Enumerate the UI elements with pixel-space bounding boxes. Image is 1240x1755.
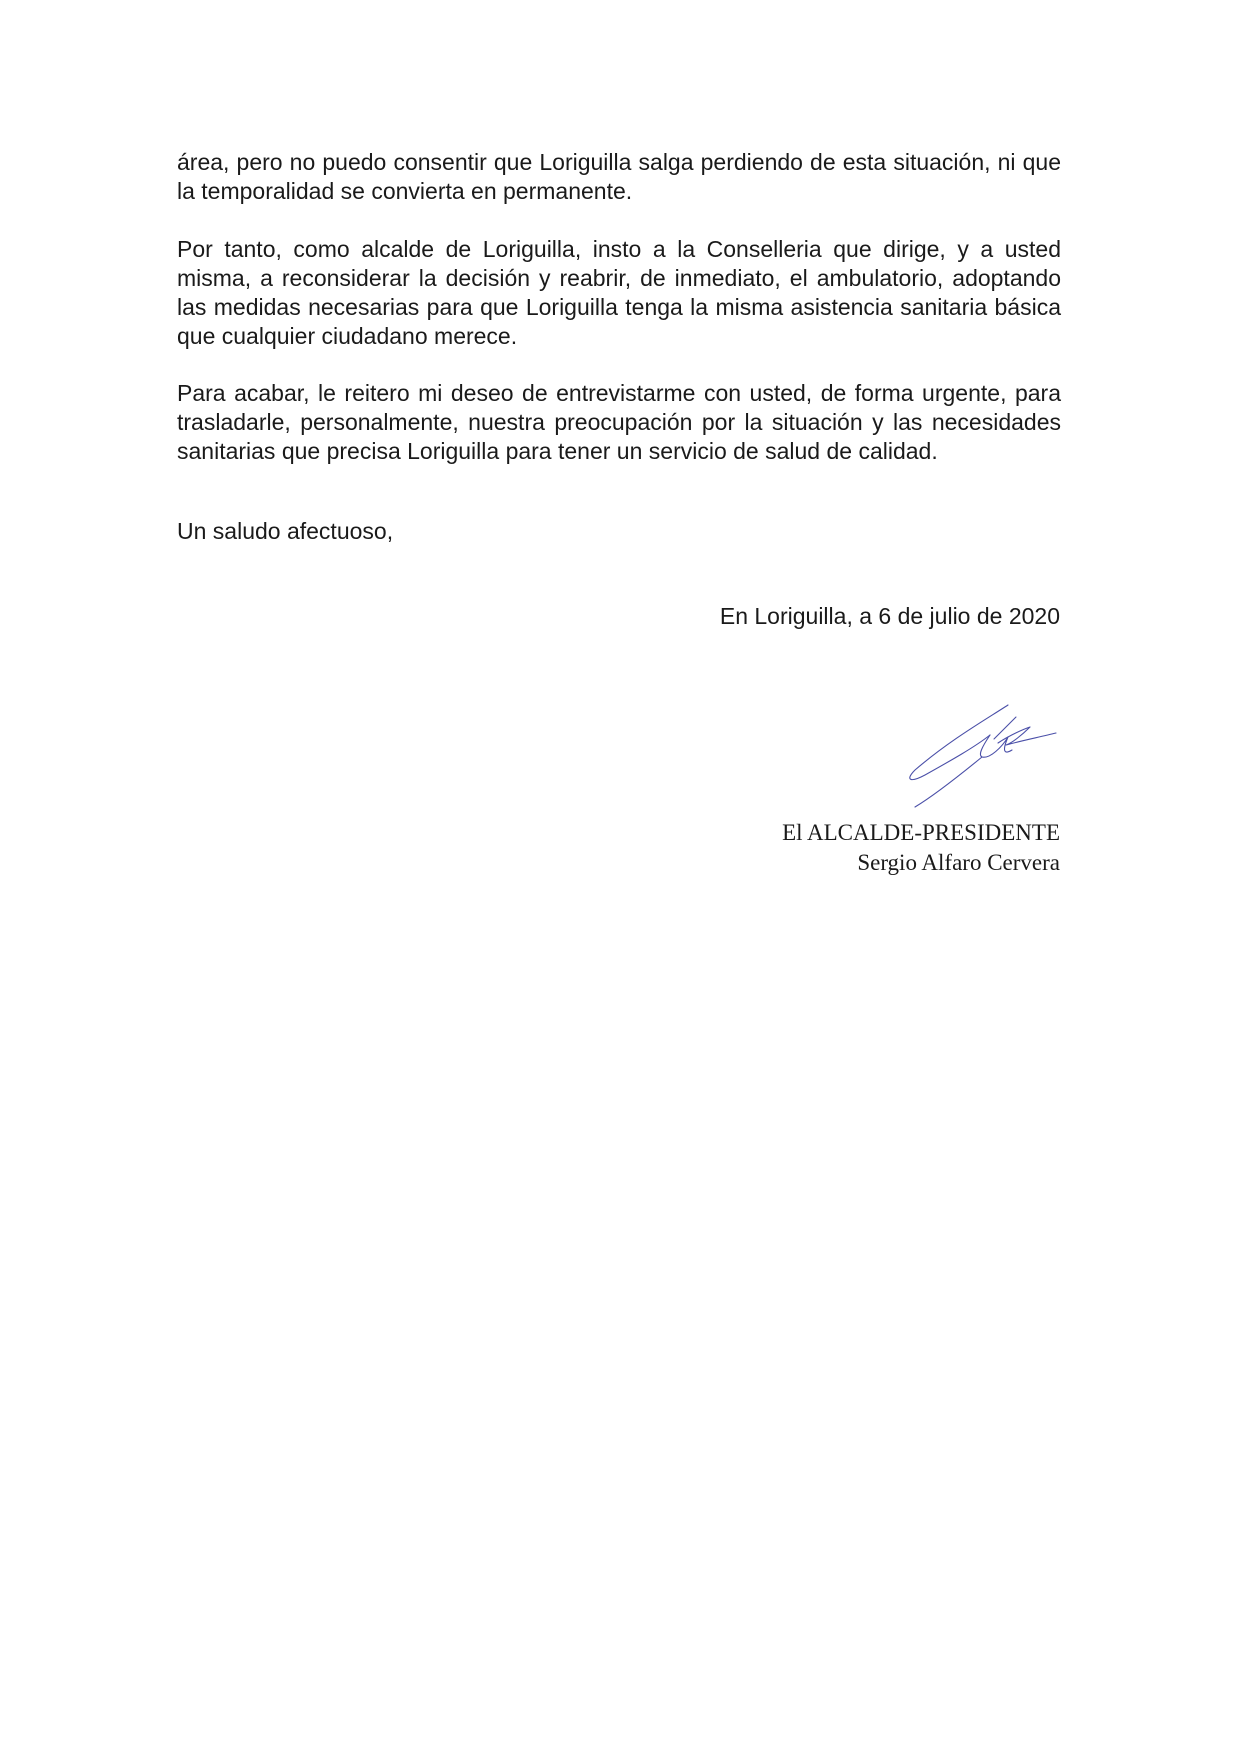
paragraph-text: Para acabar, le reitero mi deseo de entrevistarme con usted, de forma urgente, para trasladarle, personalmente, nuestra preocupación por la situación y las necesidades sanitarias que precisa Loriguilla para tener un servicio de salud de calidad. <box>177 380 1061 464</box>
closing-salutation <box>177 517 1061 546</box>
letter-paragraph <box>177 235 1061 351</box>
signer-title: El ALCALDE-PRESIDENTE <box>782 820 1060 845</box>
handwritten-signature <box>890 695 1060 810</box>
salutation-text: Un saludo afectuoso, <box>177 518 394 544</box>
letter-paragraph <box>177 379 1061 466</box>
letter-paragraph <box>177 148 1061 206</box>
signer-block <box>782 818 1060 878</box>
signer-name: Sergio Alfaro Cervera <box>857 850 1060 875</box>
date-line: En Loriguilla, a 6 de julio de 2020 <box>719 603 1060 629</box>
paragraph-text: Por tanto, como alcalde de Loriguilla, insto a la Conselleria que dirige, y a usted misma, a reconsiderar la decisión y reabrir, de inmediato, el ambulatorio, adoptando las medidas necesarias para que Loriguilla tenga la misma asistencia sanitaria básica que cualquier ciudadano merece. <box>177 236 1061 349</box>
paragraph-text: área, pero no puedo consentir que Loriguilla salga perdiendo de esta situación, ni que la temporalidad se convierta en permanente. <box>177 149 1061 204</box>
